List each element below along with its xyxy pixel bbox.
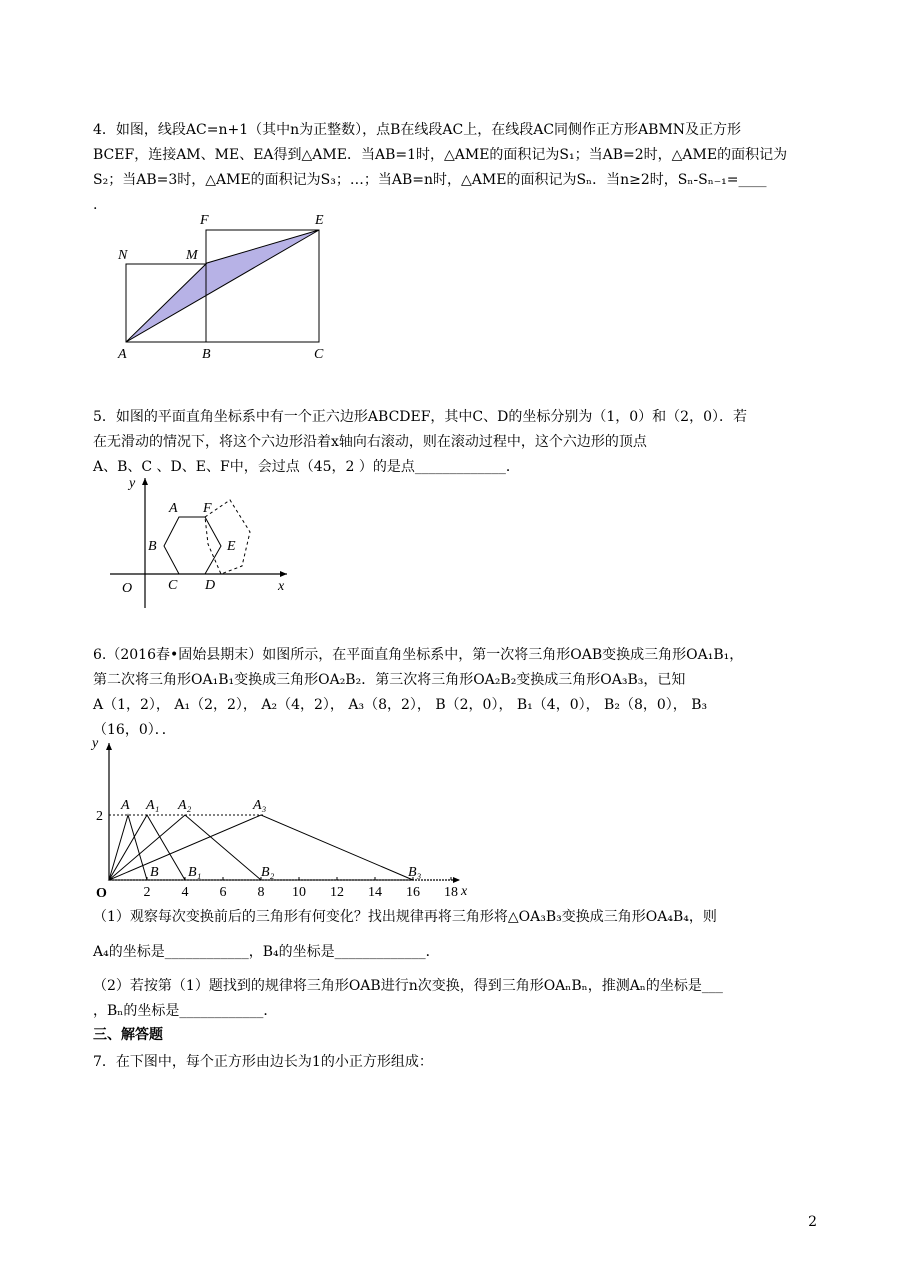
label-A: A (121, 798, 130, 813)
label-A2: A₂ (178, 798, 192, 813)
label-A: A (169, 501, 178, 516)
q6-line1: 6.（2016春•固始县期末）如图所示，在平面直角坐标系中，第一次将三角形OAB变换成三角形OA₁B₁， (93, 647, 744, 663)
label-F: F (203, 501, 212, 516)
label-E: E (227, 539, 236, 554)
hexagon-abcdef (164, 517, 221, 574)
q6-line2: 第二次将三角形OA₁B₁变换成三角形OA₂B₂．第三次将三角形OA₂B₂变换成三角形OA₃B₃，已知 (93, 672, 686, 688)
x-tick-label-2: 2 (143, 885, 151, 898)
q4-line4: . (93, 197, 98, 213)
label-y: y (92, 736, 99, 751)
q5-line2: 在无滑动的情况下，将这个六边形沿着x轴向右滚动，则在滚动过程中，这个六边形的顶点 (93, 434, 647, 450)
x-tick-labels (144, 885, 459, 898)
label-D: D (205, 578, 216, 593)
q6-figure (88, 733, 473, 898)
q5-figure (105, 472, 295, 612)
label-x: x (461, 884, 468, 898)
x-tick-label-14: 14 (368, 885, 382, 898)
x-tick-label-18: 18 (444, 885, 458, 898)
label-C: C (168, 578, 178, 593)
label-y-2: 2 (96, 809, 103, 824)
q6-sub2-line1: （2）若按第（1）题找到的规律将三角形OAB进行n次变换，得到三角形OAₙBₙ，推测Aₙ的坐标是___ (93, 978, 723, 994)
label-B3: B₃ (408, 865, 422, 880)
q4-line3: S₂；当AB=3时，△AME的面积记为S₃；…；当AB=n时，△AME的面积记为Sₙ．当n≥2时，Sₙ-Sₙ₋₁=____ (93, 172, 767, 188)
q6-sub2-line2: ，Bₙ的坐标是____________． (93, 1003, 278, 1019)
q6-line4: （16，0）．． (93, 722, 176, 738)
triangle-ame-shaded (126, 230, 319, 342)
x-tick-label-16: 16 (406, 885, 420, 898)
label-A1: A₁ (146, 798, 160, 813)
label-B1: B₁ (188, 865, 202, 880)
label-M: M (186, 248, 198, 263)
q4-figure (110, 205, 340, 365)
label-E: E (315, 213, 324, 228)
q4-line2: BCEF，连接AM、ME、EA得到△AME．当AB=1时，△AME的面积记为S₁；当AB=2时，△AME的面积记为 (93, 147, 788, 163)
x-tick-label-10: 10 (292, 885, 306, 898)
x-tick-label-6: 6 (219, 885, 227, 898)
q5-line1: 5．如图的平面直角坐标系中有一个正六边形ABCDEF，其中C、D的坐标分别为（1，0）和（2，0）．若 (93, 409, 747, 425)
label-y: y (129, 476, 136, 491)
q4-line1: 4．如图，线段AC=n+1（其中n为正整数），点B在线段AC上，在线段AC同侧作正方形ABMN及正方形 (93, 122, 742, 138)
label-B: B (202, 347, 211, 362)
label-B: B (148, 539, 157, 554)
x-tick-label-4: 4 (181, 885, 189, 898)
q6-sub1-line2: A₄的坐标是____________，B₄的坐标是_____________． (93, 944, 440, 960)
label-A3: A₃ (253, 798, 267, 813)
q7-text: 7．在下图中，每个正方形由边长为1的小正方形组成： (93, 1054, 433, 1070)
x-tick-label-8: 8 (257, 885, 265, 898)
q5-line3: A、B、C 、D、E、F中，会过点（45，2 ）的是点_____________． (93, 459, 520, 475)
page-number: 2 (808, 1214, 817, 1230)
label-B: B (150, 865, 159, 880)
label-O: O (96, 886, 107, 898)
label-O: O (122, 581, 133, 596)
label-F: F (200, 213, 209, 228)
x-tick-label-12: 12 (330, 885, 344, 898)
label-B2: B₂ (261, 865, 275, 880)
q6-line3: A（1，2）， A₁（2，2）， A₂（4，2）， A₃（8，2）， B（2，0）， B₁（4，0）， B₂（8，0）， B₃ (93, 697, 708, 713)
label-N: N (118, 248, 128, 263)
section-heading: 三、解答题 (93, 1027, 163, 1043)
label-A: A (118, 347, 127, 362)
label-C: C (314, 347, 324, 362)
q6-sub1-line1: （1）观察每次变换前后的三角形有何变化？找出规律再将三角形将△OA₃B₃变换成三角形OA₄B₄，则 (93, 909, 717, 925)
label-x: x (278, 579, 285, 594)
